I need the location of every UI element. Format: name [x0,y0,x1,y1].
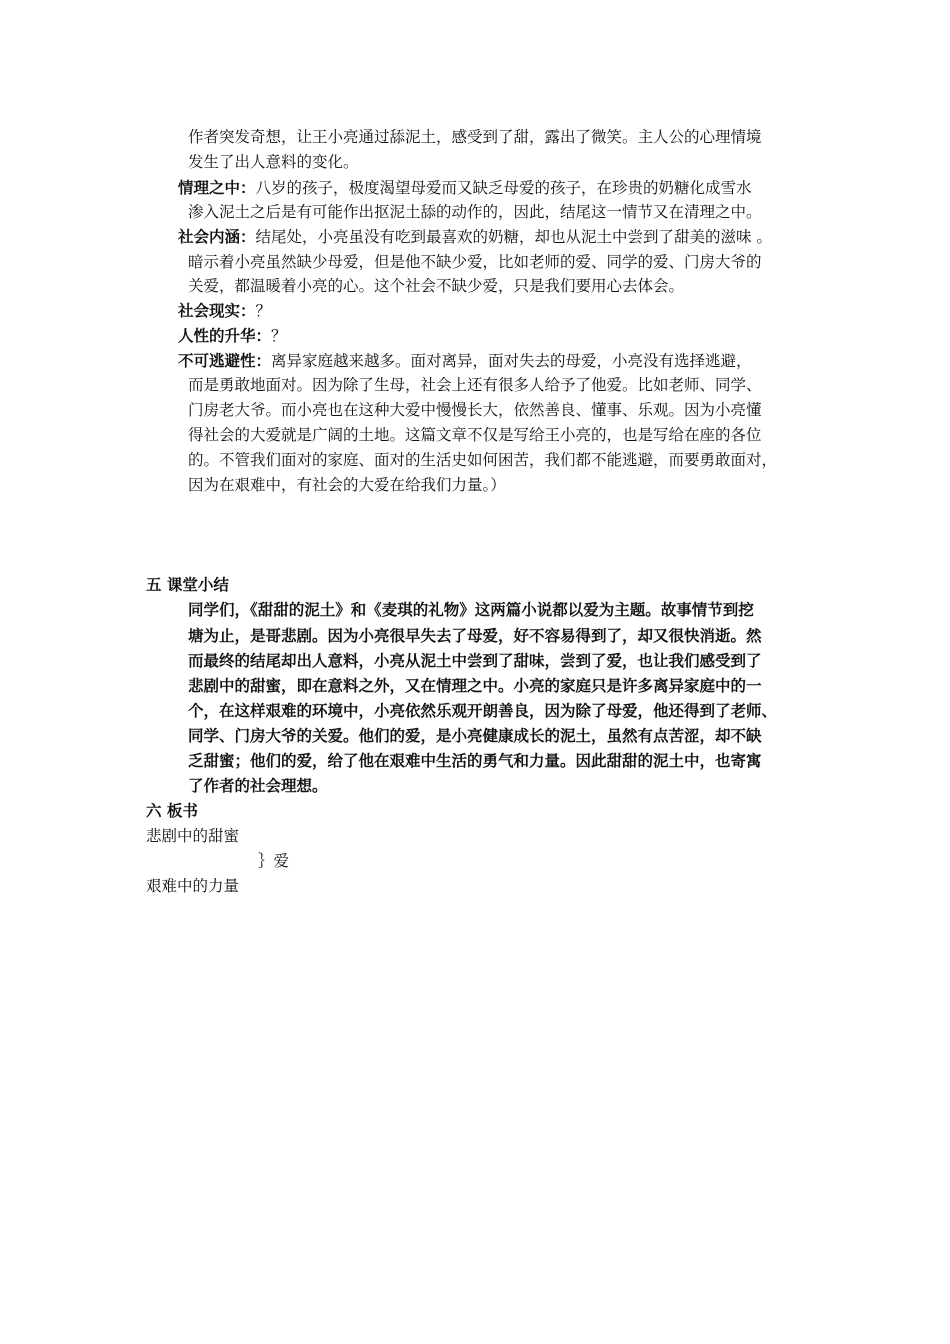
renxing-label: 人性的升华： [178,327,272,345]
summary-line: 了作者的社会理想。 [188,776,328,795]
bukebi-text: 离异家庭越来越多。面对离异，面对失去的母爱，小亮没有选择逃避， [271,352,752,370]
board-line-2: 艰难中的力量 [146,877,240,895]
renxing-paragraph [178,325,287,347]
neihan-line: 关爱，都温暖着小亮的心。这个社会不缺少爱，只是我们要用心去体会。 [188,277,685,295]
intro-line: 发生了出人意料的变化。 [188,153,359,171]
board-line-1: 悲剧中的甜蜜 [146,827,240,845]
bukebi-label: 不可逃避性： [178,352,272,370]
bukebi-line: 门房老大爷。而小亮也在这种大爱中慢慢长大，依然善良、懂事、乐观。因为小亮懂 [188,401,762,419]
summary-line: 乏甜蜜；他们的爱，给了他在艰难中生活的勇气和力量。因此甜甜的泥土中，也寄寓 [188,751,762,770]
qingli-label: 情理之中： [178,179,256,197]
intro-line: 作者突发奇想，让王小亮通过舔泥土，感受到了甜，露出了微笑。主人公的心理情境 [188,128,762,146]
neihan-paragraph [178,226,772,248]
bukebi-line: 的。不管我们面对的家庭、面对的生活史如何困苦，我们都不能逃避，而要勇敢面对， [188,451,778,469]
board-brace: ｝爱 [258,852,290,870]
xianshi-label: 社会现实： [178,302,256,320]
bukebi-paragraph [178,350,752,372]
summary-line: 同学们，《甜甜的泥土》和《麦琪的礼物》这两篇小说都以爱为主题。故事情节到挖 [188,600,754,619]
neihan-text: 结尾处，小亮虽没有吃到最喜欢的奶糖，却也从泥土中尝到了甜美的滋味 。 [255,228,772,246]
summary-line: 悲剧中的甜蜜，即在意料之外，又在情理之中。小亮的家庭只是许多离异家庭中的一 [188,676,762,695]
summary-line: 塘为止，是哥悲剧。因为小亮很早失去了母爱，好不容易得到了，却又很快消逝。然 [188,626,762,645]
bukebi-line: 因为在艰难中，有社会的大爱在给我们力量。） [188,476,506,494]
summary-line: 而最终的结尾却出人意料，小亮从泥土中尝到了甜味，尝到了爱，也让我们感受到了 [188,651,762,670]
neihan-label: 社会内涵： [178,228,256,246]
section5-heading: 五 课堂小结 [146,576,229,594]
neihan-line: 暗示着小亮虽然缺少母爱，但是他不缺少爱，比如老师的爱、同学的爱、门房大爷的 [188,253,762,271]
section6-heading: 六 板书 [146,802,198,820]
summary-line: 同学、门房大爷的关爱。他们的爱，是小亮健康成长的泥土，虽然有点苦涩，却不缺 [188,726,762,745]
summary-line: 个，在这样艰难的环境中，小亮依然乐观开朗善良，因为除了母爱，他还得到了老师、 [188,701,778,720]
xianshi-value: ？ [255,302,272,320]
bukebi-line: 而是勇敢地面对。因为除了生母，社会上还有很多人给予了他爱。比如老师、同学、 [188,376,762,394]
qingli-line: 渗入泥土之后是有可能作出抠泥土舔的动作的，因此，结尾这一情节又在清理之中。 [188,203,762,221]
renxing-value: ？ [271,327,287,345]
qingli-text: 八岁的孩子，极度渴望母爱而又缺乏母爱的孩子，在珍贵的奶糖化成雪水 [255,179,752,197]
bukebi-line: 得社会的大爱就是广阔的土地。这篇文章不仅是写给王小亮的，也是写给在座的各位 [188,426,762,444]
qingli-paragraph [178,177,752,199]
xianshi-paragraph [178,300,271,322]
